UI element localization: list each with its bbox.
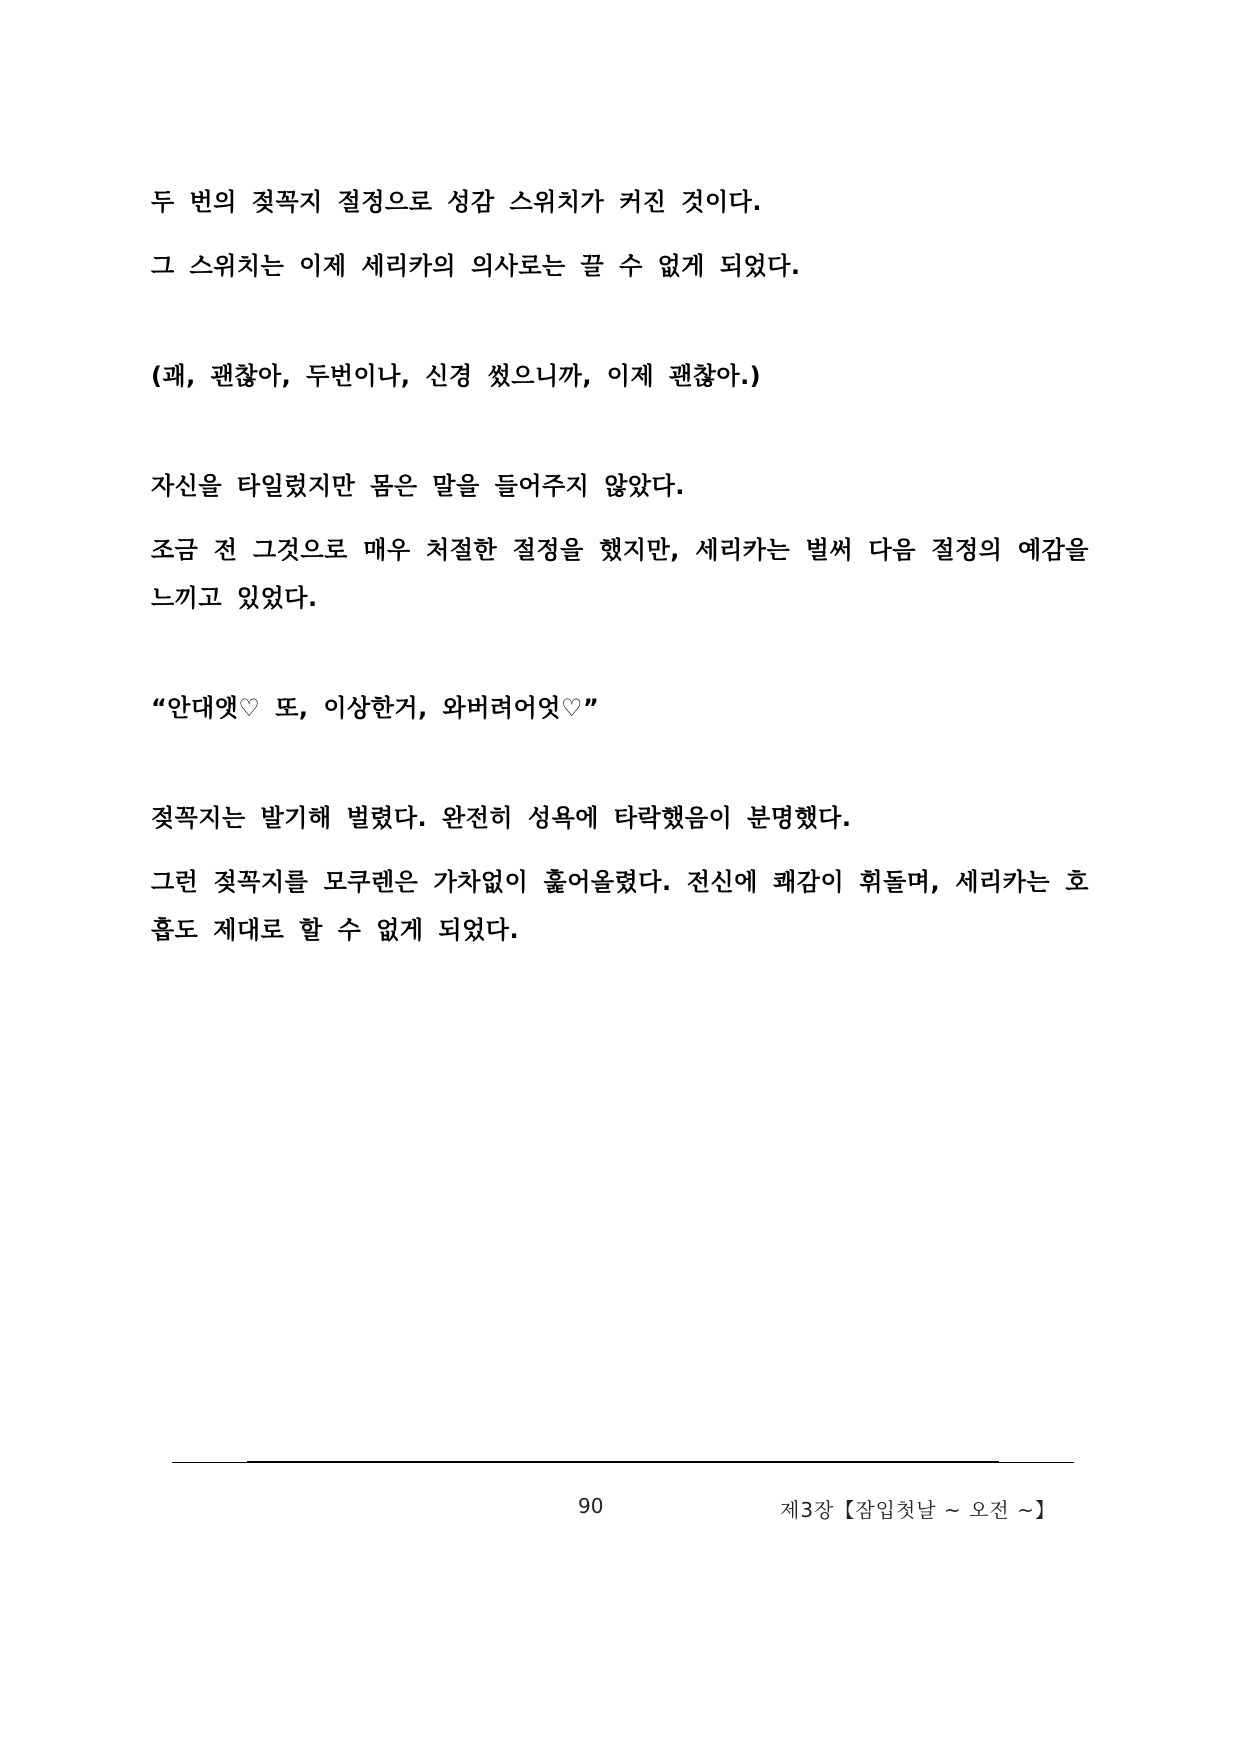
paragraph-4: 자신을 타일렀지만 몸은 말을 들어주지 않았다. [151,472,685,500]
chapter-title: 제3장【잠입첫날 ~ 오전 ~】 [780,1498,1056,1522]
page-number: 90 [578,1494,604,1518]
paragraph-6: “안대앳♡ 또, 이상한거, 와버려어엇♡” [151,694,600,722]
paragraph-3: (괘, 괜찮아, 두번이나, 신경 썼으니까, 이제 괜찮아.) [151,362,762,390]
paragraph-7: 젖꼭지는 발기해 벌렸다. 완전히 성욕에 타락했음이 분명했다. [151,804,852,832]
footer-rule-thick [247,1461,999,1463]
paragraph-5: 조금 전 그것으로 매우 처절한 절정을 했지만, 세리카는 벌써 다음 절정의 예감을 느끼고 있었다. [151,536,1089,612]
document-body [151,178,1089,970]
paragraph-2: 그 스위치는 이제 세리카의 의사로는 끌 수 없게 되었다. [151,252,801,280]
paragraph-8: 그런 젖꼭지를 모쿠렌은 가차없이 훑어올렸다. 전신에 쾌감이 휘돌며, 세리카는 호흡도 제대로 할 수 없게 되었다. [151,868,1089,944]
paragraph-1: 두 번의 젖꼭지 절정으로 성감 스위치가 커진 것이다. [151,188,762,216]
